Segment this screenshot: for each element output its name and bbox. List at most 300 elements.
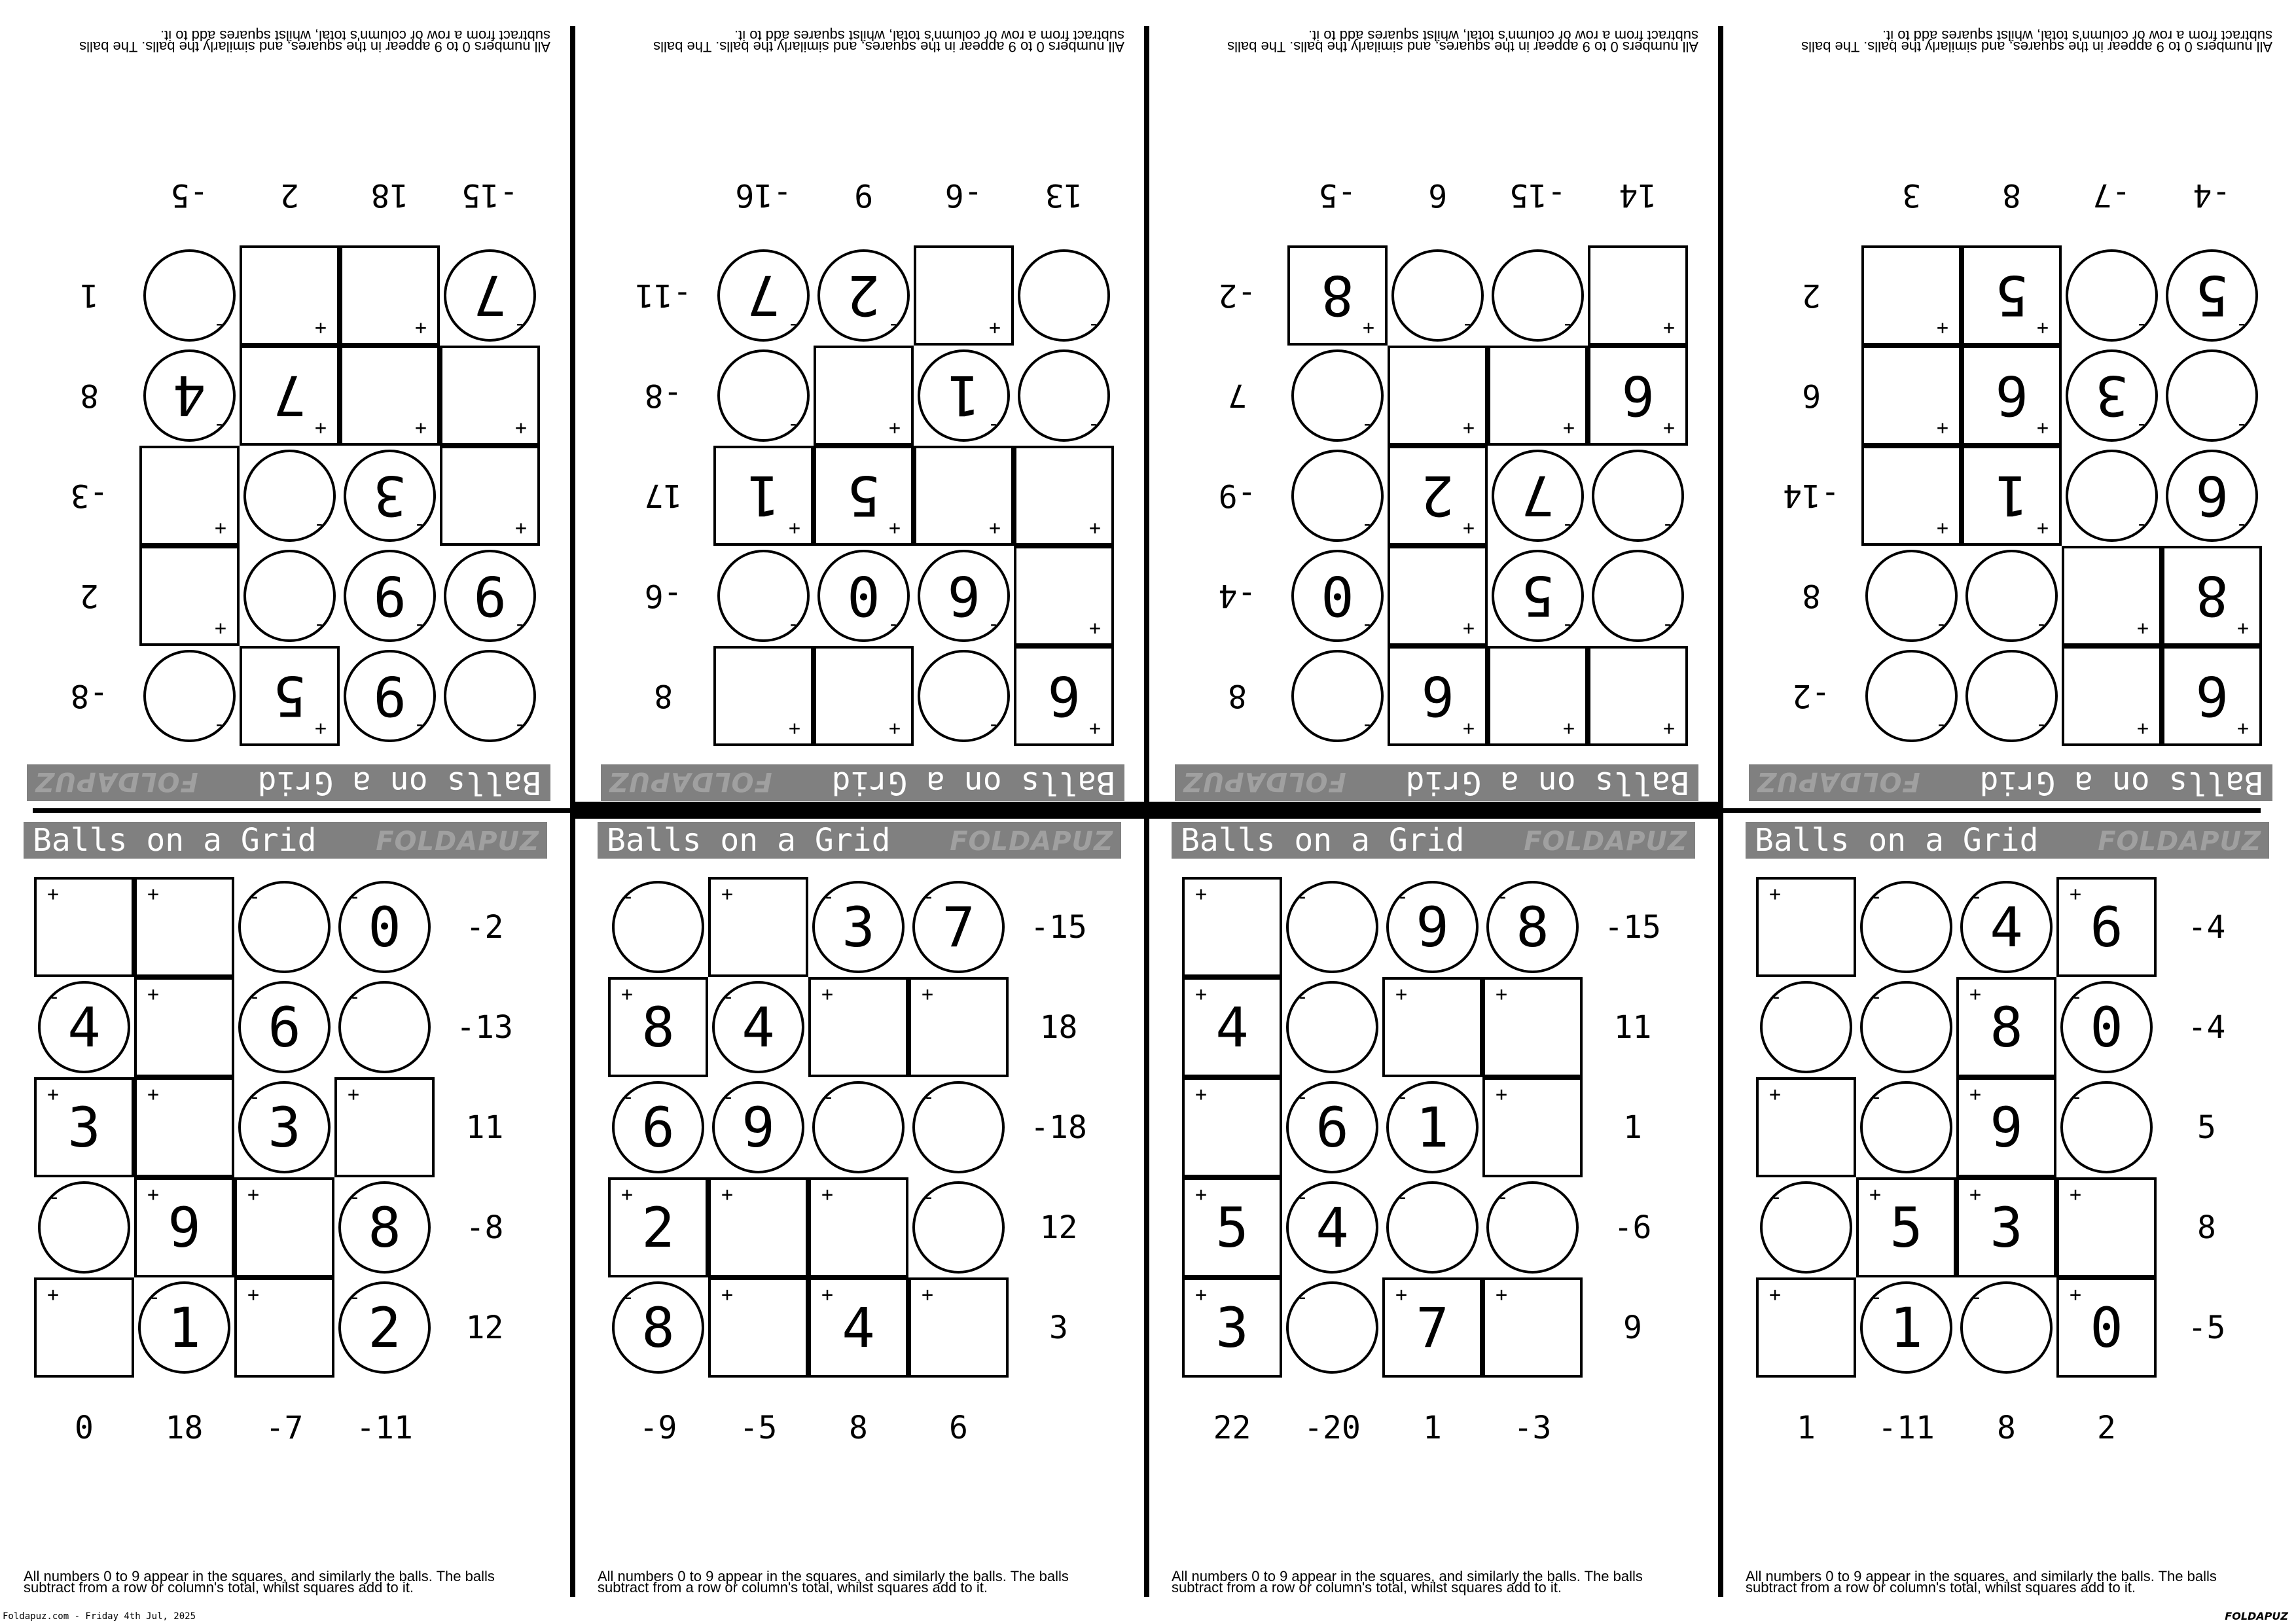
ball-cell[interactable] [234, 1077, 334, 1177]
cell-sign: + [1662, 417, 1675, 440]
cell-value: 2 [641, 1195, 675, 1260]
cell-sign: + [1195, 1083, 1208, 1106]
square-cell[interactable] [234, 1277, 334, 1378]
ball-cell[interactable] [240, 446, 340, 546]
cell-sign: - [349, 1286, 361, 1309]
ball-cell[interactable] [1287, 446, 1388, 546]
column-total: -15 [1509, 177, 1566, 214]
square-cell[interactable] [1182, 977, 1282, 1077]
cell-value [2162, 346, 2262, 446]
ball-cell[interactable] [1756, 1177, 1856, 1277]
foldapuz-logo: FOLDAPUZ [1757, 766, 1920, 796]
cell-value: 4 [1316, 1195, 1349, 1260]
cell-sign: + [1969, 1183, 1982, 1206]
cell-sign: - [622, 885, 635, 908]
cell-sign: - [1087, 314, 1100, 337]
cell-sign: + [47, 1083, 60, 1106]
ball-cell[interactable] [1282, 877, 1382, 977]
ball-cell[interactable] [814, 245, 914, 346]
square-cell[interactable] [234, 1177, 334, 1277]
puzzle-panel [1148, 812, 1722, 1623]
ball-cell[interactable] [1287, 346, 1388, 446]
cell-value: 7 [473, 263, 507, 328]
cell-sign: - [313, 514, 325, 537]
puzzle-title: Balls on a Grid [1979, 764, 2263, 801]
square-cell[interactable] [334, 1077, 435, 1177]
ball-cell[interactable] [1488, 446, 1588, 546]
cell-value: 4 [67, 995, 101, 1060]
ball-cell[interactable] [2056, 1077, 2157, 1177]
square-cell[interactable] [1388, 446, 1488, 546]
square-cell[interactable] [340, 346, 440, 446]
square-cell[interactable] [2056, 877, 2157, 977]
cell-value [1756, 1177, 1856, 1277]
square-cell[interactable] [139, 546, 240, 646]
cell-sign: + [1869, 1183, 1882, 1206]
square-cell[interactable] [1962, 346, 2062, 446]
cell-sign: + [47, 883, 60, 906]
cell-value: 8 [1321, 263, 1354, 328]
ball-cell[interactable] [440, 646, 540, 746]
square-cell[interactable] [1182, 1177, 1282, 1277]
cell-value [334, 1077, 435, 1177]
cell-value [608, 877, 708, 977]
column-total: -7 [2092, 177, 2131, 214]
ball-cell[interactable] [1382, 1077, 1482, 1177]
column-total: -6 [944, 177, 983, 214]
square-cell[interactable] [1956, 1077, 2056, 1177]
cell-sign: + [514, 417, 527, 440]
square-cell[interactable] [1756, 1077, 1856, 1177]
ball-cell[interactable] [1856, 1277, 1956, 1378]
square-cell[interactable] [814, 346, 914, 446]
square-cell[interactable] [2162, 546, 2262, 646]
cell-value [908, 1277, 1009, 1378]
square-cell[interactable] [1388, 646, 1488, 746]
cell-value [908, 1077, 1009, 1177]
cell-value [1282, 977, 1382, 1077]
ball-cell[interactable] [34, 977, 134, 1077]
ball-cell[interactable] [334, 977, 435, 1077]
square-cell[interactable] [1861, 346, 1962, 446]
cell-value [1962, 546, 2062, 646]
ball-cell[interactable] [1282, 1077, 1382, 1177]
cell-value [908, 1177, 1009, 1277]
cell-sign: - [723, 986, 735, 1008]
ball-cell[interactable] [908, 1177, 1009, 1277]
cell-value: 4 [1215, 995, 1249, 1060]
square-cell[interactable] [608, 977, 708, 1077]
cell-sign: + [1088, 617, 1101, 640]
column-total: 18 [370, 177, 409, 214]
cell-value [708, 877, 808, 977]
cell-value [908, 977, 1009, 1077]
cell-sign: + [2070, 1183, 2082, 1206]
ball-cell[interactable] [1861, 546, 1962, 646]
ball-cell[interactable] [2162, 446, 2262, 546]
square-cell[interactable] [1014, 446, 1114, 546]
cell-sign: - [1461, 314, 1473, 337]
cell-value [1756, 877, 1856, 977]
ball-cell[interactable] [440, 546, 540, 646]
cell-sign: - [1397, 885, 1409, 908]
square-cell[interactable] [1588, 346, 1688, 446]
cell-value [1382, 1177, 1482, 1277]
column-total: 9 [854, 177, 873, 214]
row-total: 12 [1039, 1209, 1078, 1246]
row-total: 17 [644, 477, 683, 514]
cell-value [2062, 646, 2162, 746]
cell-sign: - [1397, 1186, 1409, 1209]
cell-value: 9 [1990, 1095, 2023, 1160]
ball-cell[interactable] [1282, 1277, 1382, 1378]
square-cell[interactable] [440, 346, 540, 446]
cell-sign: - [887, 314, 899, 337]
ball-cell[interactable] [1956, 1277, 2056, 1378]
ball-cell[interactable] [139, 346, 240, 446]
row-total: -4 [2187, 908, 2226, 946]
ball-cell[interactable] [1014, 346, 1114, 446]
ball-cell[interactable] [1588, 546, 1688, 646]
square-cell[interactable] [240, 245, 340, 346]
square-cell[interactable] [34, 877, 134, 977]
cell-sign: + [1362, 317, 1374, 340]
cell-sign: + [2036, 517, 2049, 540]
square-cell[interactable] [1962, 245, 2062, 346]
square-cell[interactable] [1861, 245, 1962, 346]
puzzle-title-banner [27, 764, 550, 801]
square-cell[interactable] [340, 245, 440, 346]
cell-value [814, 346, 914, 446]
ball-cell[interactable] [1588, 446, 1688, 546]
cut-line [575, 802, 1718, 819]
cell-sign: - [1935, 615, 1947, 637]
ball-cell[interactable] [340, 546, 440, 646]
ball-cell[interactable] [1287, 546, 1388, 646]
ball-cell[interactable] [1014, 245, 1114, 346]
cell-value [1856, 1077, 1956, 1177]
ball-cell[interactable] [1956, 877, 2056, 977]
square-cell[interactable] [1861, 446, 1962, 546]
cell-value: 7 [273, 363, 306, 428]
ball-cell[interactable] [1856, 1077, 1956, 1177]
ball-cell[interactable] [234, 877, 334, 977]
square-cell[interactable] [1756, 877, 1856, 977]
ball-cell[interactable] [2162, 346, 2262, 446]
square-cell[interactable] [240, 646, 340, 746]
cell-sign: + [788, 717, 800, 740]
cell-sign: + [414, 417, 427, 440]
square-cell[interactable] [1182, 1277, 1282, 1378]
ball-cell[interactable] [713, 245, 814, 346]
cell-value: 0 [847, 563, 880, 628]
cell-sign: + [514, 517, 527, 540]
cell-value: 1 [747, 463, 780, 528]
cell-sign: - [149, 1286, 161, 1309]
square-cell[interactable] [134, 1177, 234, 1277]
ball-cell[interactable] [1482, 1177, 1583, 1277]
ball-cell[interactable] [914, 646, 1014, 746]
square-cell[interactable] [808, 977, 908, 1077]
square-cell[interactable] [914, 245, 1014, 346]
puzzle-title: Balls on a Grid [831, 764, 1115, 801]
ball-cell[interactable] [1856, 877, 1956, 977]
ball-cell[interactable] [2062, 446, 2162, 546]
cell-value [1861, 346, 1962, 446]
square-cell[interactable] [1382, 1277, 1482, 1378]
square-cell[interactable] [2056, 1177, 2157, 1277]
square-cell[interactable] [808, 1277, 908, 1378]
cell-value [713, 646, 814, 746]
cell-sign: + [988, 517, 1001, 540]
cell-sign: - [787, 615, 799, 637]
square-cell[interactable] [1482, 1277, 1583, 1378]
square-cell[interactable] [708, 877, 808, 977]
puzzle-panel [0, 0, 574, 812]
row-total: -5 [2187, 1309, 2226, 1346]
square-cell[interactable] [34, 1077, 134, 1177]
ball-cell[interactable] [2056, 977, 2157, 1077]
ball-cell[interactable] [334, 1177, 435, 1277]
cell-value: 6 [641, 1095, 675, 1160]
cell-value [34, 877, 134, 977]
square-cell[interactable] [908, 977, 1009, 1077]
cell-sign: - [823, 885, 835, 908]
square-cell[interactable] [34, 1277, 134, 1378]
ball-cell[interactable] [1962, 646, 2062, 746]
square-cell[interactable] [1756, 1277, 1856, 1378]
ball-cell[interactable] [340, 646, 440, 746]
square-cell[interactable] [1488, 346, 1588, 446]
cell-value [1756, 1077, 1856, 1177]
square-cell[interactable] [808, 1177, 908, 1277]
ball-cell[interactable] [1962, 546, 2062, 646]
cell-value: 5 [1521, 563, 1554, 628]
ball-cell[interactable] [1856, 977, 1956, 1077]
square-cell[interactable] [1182, 877, 1282, 977]
square-cell[interactable] [139, 446, 240, 546]
cell-sign: + [821, 1283, 834, 1306]
cell-value [334, 977, 435, 1077]
cell-sign: + [147, 1183, 160, 1206]
cell-sign: + [247, 1283, 260, 1306]
cell-value: 4 [173, 363, 206, 428]
cell-sign: - [1971, 885, 1983, 908]
ball-cell[interactable] [708, 1077, 808, 1177]
square-cell[interactable] [1287, 245, 1388, 346]
cell-sign: - [48, 986, 61, 1008]
cell-value [1482, 977, 1583, 1077]
cell-sign: - [349, 986, 361, 1008]
cell-sign: - [1871, 1286, 1883, 1309]
cell-value [1482, 1077, 1583, 1177]
ball-cell[interactable] [34, 1177, 134, 1277]
puzzle-panel [1148, 0, 1722, 812]
square-cell[interactable] [1382, 977, 1482, 1077]
cell-value: 5 [2195, 263, 2229, 328]
cell-sign: - [1361, 715, 1373, 738]
cell-value: 9 [1416, 895, 1449, 959]
ball-cell[interactable] [2062, 245, 2162, 346]
cell-sign: - [1397, 1086, 1409, 1109]
cell-sign: + [922, 1283, 934, 1306]
cell-sign: + [1088, 717, 1101, 740]
square-cell[interactable] [1956, 977, 2056, 1077]
square-cell[interactable] [1588, 245, 1688, 346]
square-cell[interactable] [440, 446, 540, 546]
cell-value [1182, 877, 1282, 977]
cell-sign: - [213, 715, 225, 738]
square-cell[interactable] [814, 446, 914, 546]
ball-cell[interactable] [608, 1277, 708, 1378]
square-cell[interactable] [1956, 1177, 2056, 1277]
cell-sign: - [2235, 314, 2248, 337]
square-cell[interactable] [814, 646, 914, 746]
ball-cell[interactable] [713, 546, 814, 646]
square-cell[interactable] [134, 877, 234, 977]
ball-cell[interactable] [914, 546, 1014, 646]
column-total: 22 [1213, 1409, 1251, 1446]
ball-cell[interactable] [1287, 646, 1388, 746]
square-cell[interactable] [908, 1277, 1009, 1378]
puzzle-rules: All numbers 0 to 9 appear in the squares, and similarly the balls. The balls subtract from a row or column's total, whilst squares add to it. [1801, 27, 2272, 55]
ball-cell[interactable] [908, 877, 1009, 977]
puzzle-rules: All numbers 0 to 9 appear in the squares, and similarly the balls. The balls subtract from a row or column's total, whilst squares add to it. [24, 1568, 495, 1596]
square-cell[interactable] [914, 446, 1014, 546]
cell-value [440, 346, 540, 446]
cell-value: 8 [1516, 895, 1549, 959]
cell-sign: + [1462, 517, 1475, 540]
cell-sign: - [413, 715, 425, 738]
ball-cell[interactable] [1282, 977, 1382, 1077]
ball-cell[interactable] [134, 1277, 234, 1378]
ball-cell[interactable] [708, 977, 808, 1077]
ball-cell[interactable] [1488, 546, 1588, 646]
ball-cell[interactable] [334, 877, 435, 977]
ball-cell[interactable] [1382, 877, 1482, 977]
puzzle-rules: All numbers 0 to 9 appear in the squares, and similarly the balls. The balls subtract from a row or column's total, whilst squares add to it. [1746, 1568, 2217, 1596]
cell-value [139, 546, 240, 646]
square-cell[interactable] [1014, 546, 1114, 646]
square-cell[interactable] [134, 977, 234, 1077]
square-cell[interactable] [713, 646, 814, 746]
ball-cell[interactable] [914, 346, 1014, 446]
ball-cell[interactable] [908, 1077, 1009, 1177]
square-cell[interactable] [1488, 646, 1588, 746]
column-total: 2 [280, 177, 299, 214]
ball-cell[interactable] [814, 546, 914, 646]
square-cell[interactable] [708, 1277, 808, 1378]
cell-sign: - [823, 1086, 835, 1109]
square-cell[interactable] [1482, 1077, 1583, 1177]
cell-value: 1 [168, 1295, 201, 1360]
cell-value: 5 [273, 664, 306, 728]
cell-value [1014, 245, 1114, 346]
footer-text: Foldapuz.com - Friday 4th Jul, 2025 [3, 1611, 196, 1622]
ball-cell[interactable] [2162, 245, 2262, 346]
ball-cell[interactable] [340, 446, 440, 546]
cell-value [808, 1177, 908, 1277]
square-cell[interactable] [1014, 646, 1114, 746]
ball-cell[interactable] [1382, 1177, 1482, 1277]
cell-value: 6 [1316, 1095, 1349, 1160]
ball-cell[interactable] [1482, 877, 1583, 977]
square-cell[interactable] [1388, 546, 1488, 646]
ball-cell[interactable] [713, 346, 814, 446]
cell-sign: - [2135, 314, 2147, 337]
square-cell[interactable] [1482, 977, 1583, 1077]
cell-sign: + [1969, 983, 1982, 1006]
foldapuz-logo: FOLDAPUZ [950, 827, 1113, 857]
square-cell[interactable] [1388, 346, 1488, 446]
cell-value [708, 1177, 808, 1277]
ball-cell[interactable] [440, 245, 540, 346]
square-cell[interactable] [2062, 546, 2162, 646]
cell-value: 6 [947, 563, 980, 628]
cell-sign: + [47, 1283, 60, 1306]
ball-cell[interactable] [1282, 1177, 1382, 1277]
column-total: -7 [265, 1409, 304, 1446]
ball-cell[interactable] [240, 546, 340, 646]
cell-value: 6 [2090, 895, 2123, 959]
cell-sign: - [2235, 414, 2248, 437]
ball-cell[interactable] [1488, 245, 1588, 346]
square-cell[interactable] [708, 1177, 808, 1277]
cell-value [34, 1277, 134, 1378]
ball-cell[interactable] [234, 977, 334, 1077]
ball-cell[interactable] [2062, 346, 2162, 446]
square-cell[interactable] [1182, 1077, 1282, 1177]
square-cell[interactable] [713, 446, 814, 546]
ball-cell[interactable] [139, 245, 240, 346]
ball-cell[interactable] [1756, 977, 1856, 1077]
cell-sign: - [923, 885, 935, 908]
ball-cell[interactable] [1861, 646, 1962, 746]
foldapuz-logo: FOLDAPUZ [2098, 827, 2261, 857]
square-cell[interactable] [1962, 446, 2062, 546]
row-total: 1 [1623, 1109, 1642, 1146]
ball-cell[interactable] [1388, 245, 1488, 346]
ball-cell[interactable] [608, 877, 708, 977]
square-cell[interactable] [1856, 1177, 1956, 1277]
cell-sign: + [314, 317, 327, 340]
square-cell[interactable] [2162, 646, 2262, 746]
cell-sign: - [1770, 1186, 1783, 1209]
cell-value: 8 [1990, 995, 2023, 1060]
cell-value [340, 245, 440, 346]
cell-sign: - [2071, 1086, 2083, 1109]
square-cell[interactable] [2056, 1277, 2157, 1378]
cell-value: 2 [368, 1295, 401, 1360]
square-cell[interactable] [134, 1077, 234, 1177]
square-cell[interactable] [608, 1177, 708, 1277]
cell-sign: + [1462, 617, 1475, 640]
ball-cell[interactable] [808, 877, 908, 977]
square-cell[interactable] [240, 346, 340, 446]
cell-sign: - [987, 615, 999, 637]
cell-sign: - [1561, 615, 1573, 637]
ball-cell[interactable] [608, 1077, 708, 1177]
square-cell[interactable] [1588, 646, 1688, 746]
cell-value [240, 546, 340, 646]
cell-value [340, 346, 440, 446]
row-total: -2 [1218, 277, 1257, 314]
ball-cell[interactable] [139, 646, 240, 746]
ball-cell[interactable] [334, 1277, 435, 1378]
square-cell[interactable] [2062, 646, 2162, 746]
cell-value: 3 [1215, 1295, 1249, 1360]
ball-cell[interactable] [808, 1077, 908, 1177]
